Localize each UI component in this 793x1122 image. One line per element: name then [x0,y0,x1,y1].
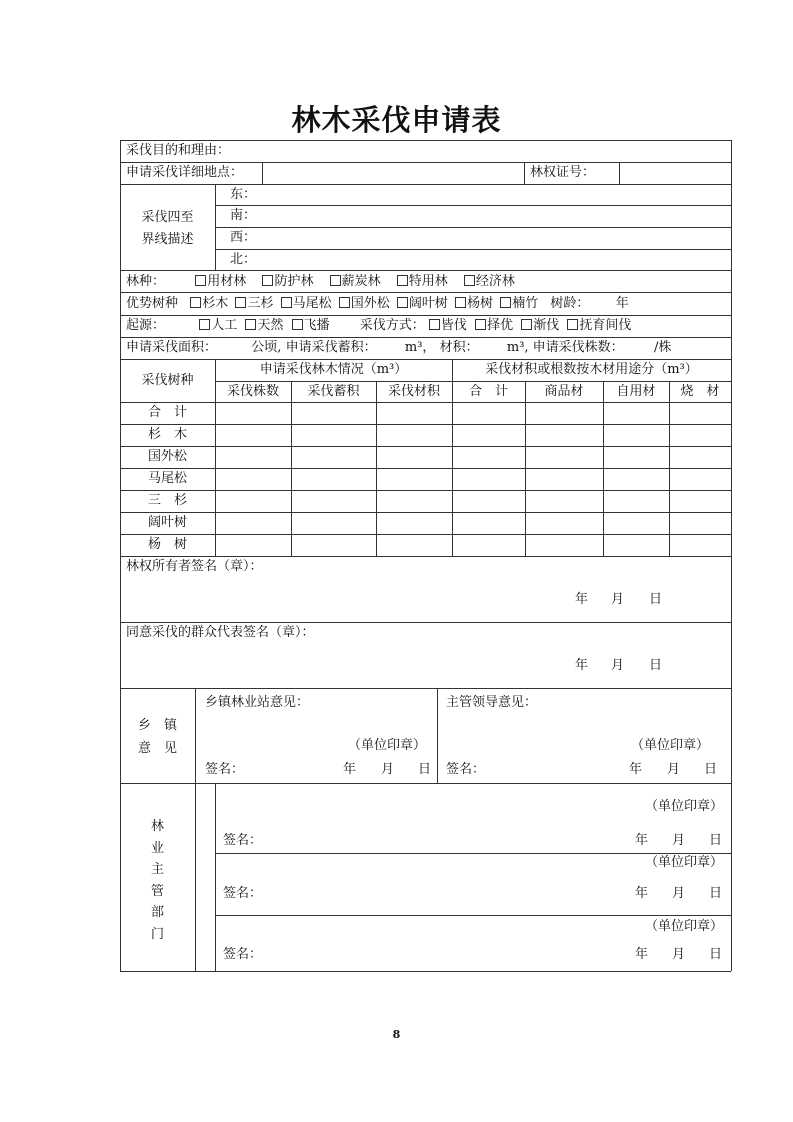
species-row-label: 三 杉 [147,493,187,508]
leader-opinion-label: 主管领导意见： [446,695,538,710]
species-table-cell[interactable] [605,536,668,555]
species-row-label: 合 计 [147,405,187,420]
boundary-east-label: 东： [230,187,257,202]
species-table-cell[interactable] [671,470,730,489]
owner-date-day: 日 [649,592,663,607]
checkbox-icon[interactable] [521,319,532,330]
leader-sign-label: 签名： [446,762,486,777]
area-unit: 公顷, [251,340,282,355]
forestry-date-year: 年 [635,886,649,901]
species-table-cell[interactable] [217,470,290,489]
boundary-north-label: 北： [230,252,257,267]
origin-row [126,318,631,334]
owner-signature-field[interactable] [121,576,730,620]
forestry-sign-label: 签名： [223,947,263,962]
page-number: 8 [392,1028,401,1041]
species-table-cell[interactable] [293,426,375,445]
volume-label: 申请采伐蓄积： [285,340,377,355]
tree-age-label: 树龄： [550,296,590,311]
boundary-west-field[interactable] [260,228,730,248]
species-option[interactable]: 杉木 [190,296,228,311]
species-table-cell[interactable] [454,426,524,445]
column-header: 烧 材 [680,384,720,399]
forestry-seal: （单位印章） [645,919,724,934]
species-option[interactable]: 国外松 [339,296,390,311]
checkbox-icon[interactable] [429,319,440,330]
boundary-label-line2: 界线描述 [141,232,194,247]
forestry-date-day: 日 [709,886,723,901]
species-table-cell[interactable] [605,492,668,511]
species-table-cell[interactable] [605,404,668,423]
volume-unit: m³， [404,340,436,355]
species-table-cell[interactable] [527,404,602,423]
species-table-cell[interactable] [527,426,602,445]
species-table-cell[interactable] [217,514,290,533]
public-date-day: 日 [649,658,663,673]
species-table-cell[interactable] [378,470,451,489]
township-label-line2: 意 见 [137,741,177,756]
species-table-cell[interactable] [527,536,602,555]
species-table-cell[interactable] [527,470,602,489]
boundary-south-label: 南： [230,208,257,223]
station-sign-label: 签名： [205,762,245,777]
checkbox-icon[interactable] [281,297,292,308]
boundary-label-line1: 采伐四至 [141,210,194,225]
species-row-label: 杉 木 [147,427,187,442]
species-option[interactable]: 三杉 [235,296,273,311]
column-header: 商品材 [544,384,584,399]
origin-option[interactable]: 天然 [245,318,283,333]
forestry-seal: （单位印章） [645,855,724,870]
species-table-cell[interactable] [293,492,375,511]
species-table-cell[interactable] [454,448,524,467]
owner-date-year: 年 [575,592,589,607]
boundary-south-field[interactable] [260,206,730,226]
column-header: 自用材 [616,384,656,399]
purpose-label: 采伐目的和理由： [126,143,231,158]
boundary-north-field[interactable] [260,250,730,269]
forestry-date-month: 月 [672,947,686,962]
leader-seal: （单位印章） [631,738,710,753]
forestry-date-month: 月 [672,886,686,901]
harvest-method-option[interactable]: 抚育间伐 [567,318,631,333]
area-row [126,340,671,356]
checkbox-icon[interactable] [475,319,486,330]
forest-type-option[interactable]: 用材林 [195,274,246,289]
township-label-line1: 乡 镇 [137,718,177,733]
checkbox-icon[interactable] [500,297,511,308]
count-label: 申请采伐株数： [532,340,624,355]
column-header: 采伐株数 [226,384,279,399]
species-header: 采伐树种 [141,373,194,388]
column-header: 采伐蓄积 [307,384,360,399]
forestry-approval-field[interactable] [217,784,730,852]
forest-type-label: 林种： [126,274,166,289]
species-option[interactable]: 阔叶树 [397,296,448,311]
area-label: 申请采伐面积： [126,340,218,355]
species-table-cell[interactable] [454,514,524,533]
station-date-year: 年 [343,762,357,777]
species-row-label: 阔叶树 [147,515,187,530]
species-table-cell[interactable] [527,448,602,467]
tree-age-unit: 年 [615,296,629,311]
forestry-seal: （单位印章） [645,799,724,814]
harvest-method-option[interactable]: 择优 [475,318,513,333]
license-label: 林权证号： [530,165,596,180]
species-table-cell[interactable] [217,404,290,423]
forestry-date-day: 日 [709,947,723,962]
location-label: 申请采伐详细地点： [126,165,244,180]
forestry-sign-label: 签名： [223,886,263,901]
checkbox-icon[interactable] [235,297,246,308]
checkbox-icon[interactable] [330,275,341,286]
species-table-cell[interactable] [293,404,375,423]
owner-date-month: 月 [611,592,625,607]
checkbox-icon[interactable] [190,297,201,308]
species-table-cell[interactable] [293,470,375,489]
species-table-cell[interactable] [454,404,524,423]
species-table-cell[interactable] [378,536,451,555]
forest-type-option[interactable]: 防护林 [262,274,313,289]
species-table-cell[interactable] [605,514,668,533]
station-date-day: 日 [418,762,432,777]
species-table-cell[interactable] [605,470,668,489]
forest-type-option[interactable]: 特用林 [397,274,448,289]
species-table-cell[interactable] [454,536,524,555]
forest-type-row [126,274,521,290]
species-table-cell[interactable] [454,470,524,489]
checkbox-icon[interactable] [262,275,273,286]
species-row-label: 马尾松 [147,471,187,486]
species-table-cell[interactable] [527,492,602,511]
boundary-east-field[interactable] [260,185,730,204]
station-date-month: 月 [381,762,395,777]
species-table-cell[interactable] [378,514,451,533]
timber-unit: m³, [506,340,529,355]
origin-option[interactable]: 飞播 [292,318,330,333]
species-row-label: 杨 树 [147,537,187,552]
public-signature-field[interactable] [121,642,730,686]
harvest-method-label: 采伐方式： [359,318,425,333]
species-table-cell[interactable] [217,492,290,511]
species-table-cell[interactable] [217,448,290,467]
species-table-cell[interactable] [671,514,730,533]
species-table-cell[interactable] [454,492,524,511]
species-option[interactable]: 杨树 [455,296,493,311]
checkbox-icon[interactable] [397,275,408,286]
species-table-cell[interactable] [378,404,451,423]
owner-signature-label: 林权所有者签名（章）： [126,559,263,574]
harvest-method-option[interactable]: 渐伐 [521,318,559,333]
boundary-west-label: 西： [230,230,257,245]
checkbox-icon[interactable] [567,319,578,330]
species-table-cell[interactable] [671,448,730,467]
species-table-cell[interactable] [671,404,730,423]
group2-header: 采伐材积或根数按木材用途分（m³） [485,362,698,377]
checkbox-icon[interactable] [339,297,350,308]
checkbox-icon[interactable] [199,319,210,330]
species-table-cell[interactable] [605,448,668,467]
station-seal: （单位印章） [348,738,427,753]
species-table-cell[interactable] [293,536,375,555]
species-table-cell[interactable] [378,492,451,511]
checkbox-icon[interactable] [464,275,475,286]
forestry-dept-label: 林 业 主 管 部 门 [150,819,164,942]
checkbox-icon[interactable] [292,319,303,330]
column-header: 合 计 [468,384,508,399]
station-opinion-label: 乡镇林业站意见： [205,695,310,710]
species-table-cell[interactable] [293,448,375,467]
checkbox-icon[interactable] [245,319,256,330]
forestry-sign-label: 签名： [223,833,263,848]
leader-date-month: 月 [667,762,681,777]
group1-header: 申请采伐林木情况（m³） [259,362,408,377]
checkbox-icon[interactable] [397,297,408,308]
purpose-field[interactable] [230,141,730,161]
public-date-year: 年 [575,658,589,673]
timber-label: 材积： [439,340,479,355]
species-table-cell[interactable] [293,514,375,533]
count-unit: /株 [653,340,672,355]
species-table-cell[interactable] [527,514,602,533]
species-table-cell[interactable] [217,536,290,555]
species-table-cell[interactable] [671,536,730,555]
origin-option[interactable]: 人工 [199,318,237,333]
species-table-cell[interactable] [378,426,451,445]
checkbox-icon[interactable] [455,297,466,308]
forestry-date-day: 日 [709,833,723,848]
page-title: 林木采伐申请表 [291,103,502,137]
public-signature-label: 同意采伐的群众代表签名（章）： [126,625,315,640]
forestry-date-year: 年 [635,833,649,848]
species-table-cell[interactable] [605,426,668,445]
forestry-date-year: 年 [635,947,649,962]
species-option[interactable]: 楠竹 [500,296,538,311]
species-option[interactable]: 马尾松 [281,296,332,311]
column-header: 采伐材积 [387,384,440,399]
species-row-label: 国外松 [147,449,187,464]
species-table-cell[interactable] [378,448,451,467]
forest-type-option[interactable]: 经济林 [464,274,515,289]
harvest-method-option[interactable]: 皆伐 [429,318,467,333]
species-table-cell[interactable] [671,492,730,511]
public-date-month: 月 [611,658,625,673]
origin-label: 起源： [126,318,166,333]
checkbox-icon[interactable] [195,275,206,286]
species-table-cell[interactable] [671,426,730,445]
species-table-cell[interactable] [217,426,290,445]
dominant-species-row [126,296,629,312]
forestry-date-month: 月 [672,833,686,848]
license-field[interactable] [620,163,730,183]
location-field[interactable] [263,163,523,183]
leader-date-day: 日 [704,762,718,777]
forest-type-option[interactable]: 薪炭林 [330,274,381,289]
dominant-species-label: 优势树种 [126,296,179,311]
leader-date-year: 年 [629,762,643,777]
